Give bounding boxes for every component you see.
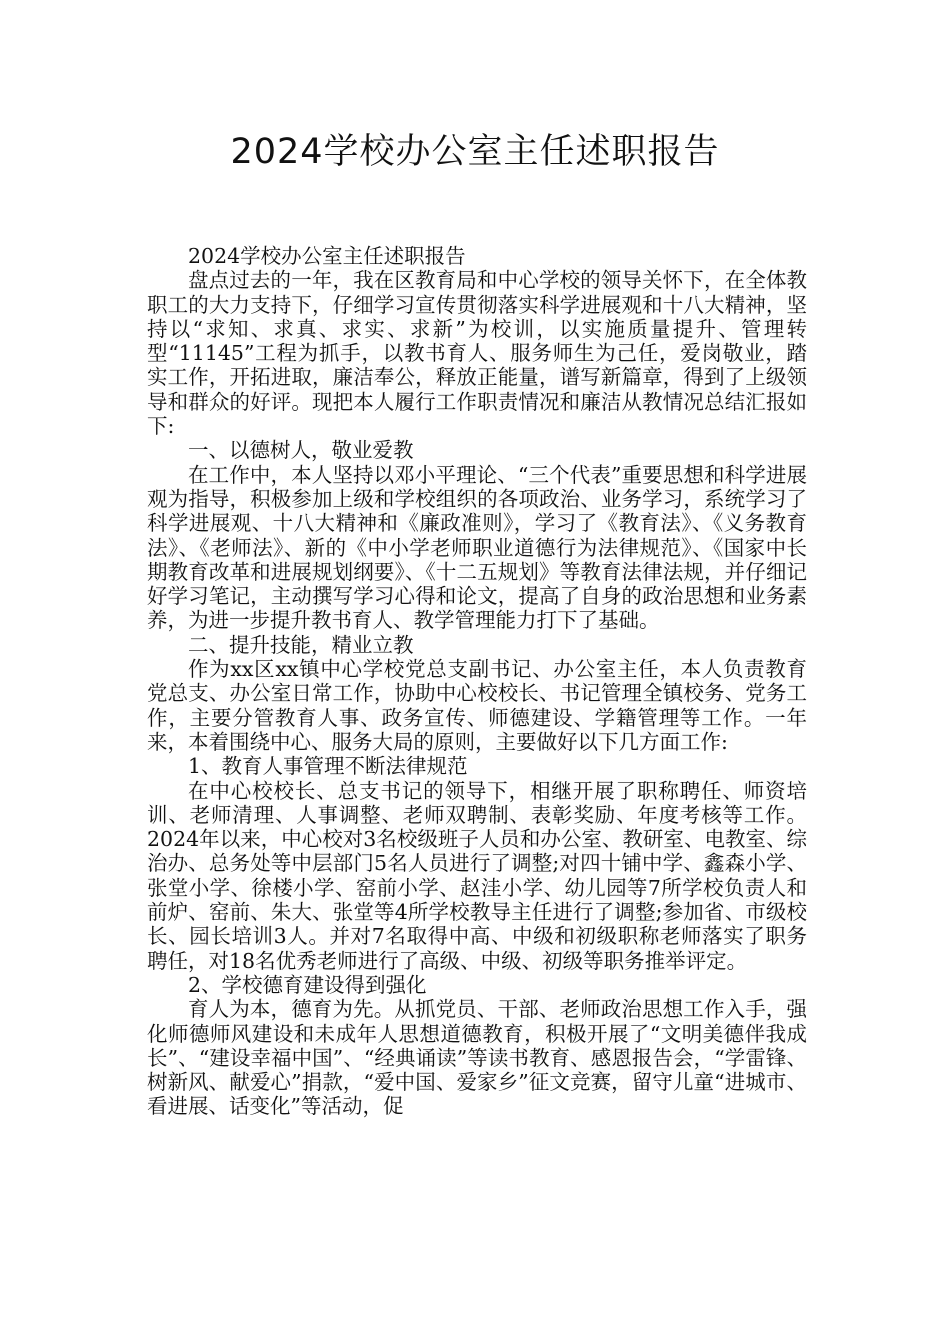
subsection-heading-1: 1、教育人事管理不断法律规范 — [188, 754, 468, 779]
paragraph-section-1: 在工作中，本人坚持以邓小平理论、“三个代表”重要思想和科学进展观为指导，积极参加上级和学校组织的各项政治、业务学习，系统学习了科学进展观、十八大精神和《廉政准则》，学习了《教育法》、《义务教育法》、《老师法》、新的《中小学老师职业道德行为法律规范》、《国家中长期教育改革和进展规划纲要》、《十二五规划》等教育法律法规，并仔细记好学习笔记，主动撰写学习心得和论文，提高了自身的政治思想和业务素养，为进一步提升教书育人、教学管理能力打下了基础。 — [147, 462, 807, 633]
subsection-heading-2: 2、学校德育建设得到强化 — [188, 972, 427, 997]
document-body — [147, 244, 807, 1119]
section-heading-1: 一、以德树人，敬业爱教 — [188, 438, 414, 463]
section-heading-2: 二、提升技能，精业立教 — [188, 632, 414, 657]
document-title: 2024学校办公室主任述职报告 — [230, 132, 720, 172]
paragraph-subsection-1: 在中心校校长、总支书记的领导下，相继开展了职称聘任、师资培训、老师清理、人事调整、老师双聘制、表彰奖励、年度考核等工作。2024年以来，中心校对3名校级班子人员和办公室、教研室、电教室、综治办、总务处等中层部门5名人员进行了调整;对四十铺中学、鑫森小学、张堂小学、徐楼小学、窑前小学、赵洼小学、幼儿园等7所学校负责人和前炉、窑前、朱大、张堂等4所学校教导主任进行了调整;参加省、市级校长、园长培训3人。并对7名取得中高、中级和初级职称老师落实了职务聘任，对18名优秀老师进行了高级、中级、初级等职务推举评定。 — [147, 778, 807, 973]
paragraph-section-2: 作为xx区xx镇中心学校党总支副书记、办公室主任，本人负责教育党总支、办公室日常工作，协助中心校校长、书记管理全镇校务、党务工作，主要分管教育人事、政务宣传、师德建设、学籍管理等工作。一年来，本着围绕中心、服务大局的原则，主要做好以下几方面工作: — [147, 657, 807, 754]
paragraph-subsection-2: 育人为本，德育为先。从抓党员、干部、老师政治思想工作入手，强化师德师风建设和未成年人思想道德教育，积极开展了“文明美德伴我成长”、“建设幸福中国”、“经典诵读”等读书教育、感恩报告会，“学雷锋、树新风、献爱心”捐款，“爱中国、爱家乡”征文竞赛，留守儿童“进城市、看进展、话变化”等活动，促 — [147, 997, 807, 1119]
paragraph-intro: 盘点过去的一年，我在区教育局和中心学校的领导关怀下，在全体教职工的大力支持下，仔细学习宣传贯彻落实科学进展观和十八大精神，坚持以“求知、求真、求实、求新”为校训，以实施质量提升、管理转型“11145”工程为抓手，以教书育人、服务师生为己任，爱岗敬业，踏实工作，开拓进取，廉洁奉公，释放正能量，谱写新篇章，得到了上级领导和群众的好评。现把本人履行工作职责情况和廉洁从教情况总结汇报如下: — [147, 268, 807, 439]
paragraph-heading-repeat: 2024学校办公室主任述职报告 — [188, 244, 466, 268]
